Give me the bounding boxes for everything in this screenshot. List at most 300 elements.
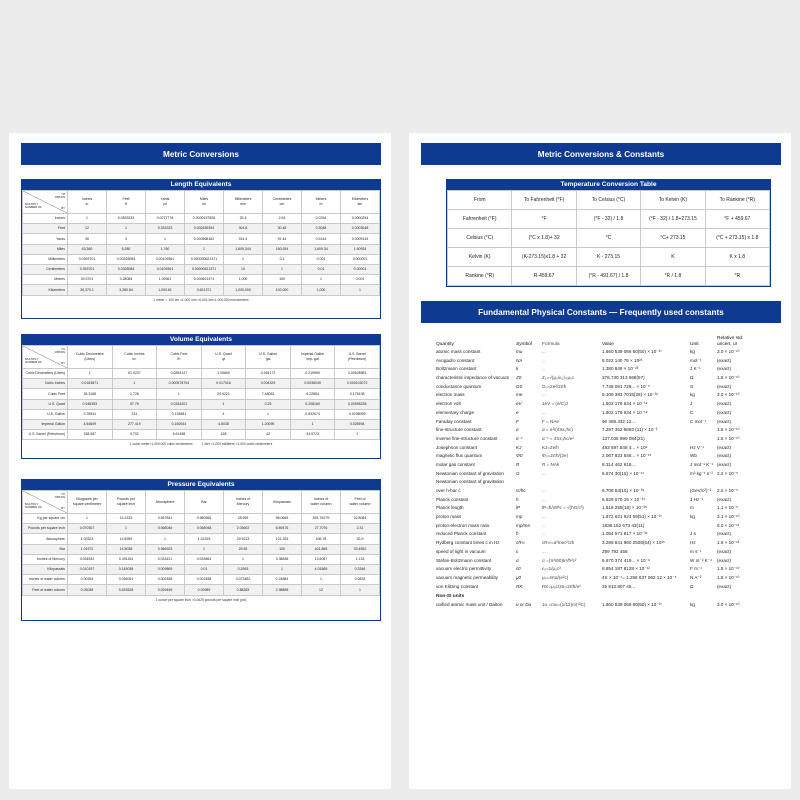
constant-quantity: von Klitzing constant [436,583,479,589]
column-header: U.S. Barrel (Petroleum) [335,346,380,369]
table-cell: 0.0334201 [157,399,202,409]
volume-equivalents-card [21,334,381,459]
temperature-row [448,248,770,267]
table-row [23,419,380,429]
temperature-row-header: Rankine (°R) [448,267,512,286]
temperature-cell: (°C x 1.8)+ 32 [512,229,576,248]
table-cell: 1,728 [112,389,157,399]
table-row [23,264,380,274]
table-cell: 1 [68,514,107,524]
table-cell: 1 [302,575,341,585]
table-cell: 406.78 [302,534,341,544]
row-header: Inches of Mercury [23,554,68,564]
column-header: Inches of water column [302,491,341,514]
constant-quantity: over h-bar c [436,488,461,493]
constant-value [602,478,690,487]
constant-unit: mol⁻¹ [690,357,702,363]
constant-uncertainty: 1.5 × 10⁻¹⁰ [717,435,740,441]
constant-uncertainty: 1.5 × 10⁻¹⁰ [717,427,740,433]
constant-quantity: molar gas constant [436,461,475,467]
constant-formula: lP=ħ/mPc = √(ħG/c³) [542,505,584,511]
constant-uncertainty: (exact) [717,453,732,459]
row-header: Centimeters [23,264,68,274]
conversion-table [22,345,380,440]
table-cell: 0.333333 [146,224,185,234]
table-cell: 1 [146,234,185,244]
constant-value: 299 792 458 [602,548,628,554]
constant-quantity: Rydberg constant times c in Hz [436,540,500,546]
temperature-cell: (°R - 491.67) / 1.8 [576,267,640,286]
table-cell: 5.61458 [157,430,202,440]
table-cell: 0.00000621371 [185,264,224,274]
temperature-row-header: Celsius (°C) [448,229,512,248]
constant-symbol: u or Da [516,602,532,608]
table-cell: 914.4 [224,234,263,244]
constant-value: 1.602 176 634 × 10⁻¹⁹ [602,401,648,407]
table-row [23,409,380,419]
table-cell: 0.073482 [224,575,263,585]
table-cell: 63,360 [68,244,107,254]
table-cell: 14.5038 [107,544,146,554]
constant-quantity: magnetic flux quantum [436,453,483,459]
table-cell: 0.0003048 [341,224,380,234]
table-cell: 5,280 [107,244,146,254]
table-cell: 7.48052 [246,389,291,399]
constant-formula: ... [542,366,546,372]
constant-quantity: inverse fine-structure constant [436,435,498,441]
table-row [23,224,380,234]
table-cell: 0.00595238 [335,399,380,409]
table-cell: 0.01 [302,264,341,274]
row-header: Meters [23,275,68,285]
table-cell: 1 [224,254,263,264]
table-cell: 30.48 [263,224,302,234]
constant-uncertainty: 1.5 × 10⁻¹⁰ [717,574,740,580]
constant-symbol: ħ [516,531,519,537]
constant-unit: m [690,505,694,511]
table-cell: 0.0833333 [107,214,146,224]
table-cell: 1 [112,379,157,389]
table-cell: 10 [224,264,263,274]
constant-quantity: Newtonian constant of gravitation [436,479,504,485]
row-header: Feet [23,224,68,234]
constant-row [436,409,766,418]
constant-unit: Hz [690,540,696,546]
temperature-cell: (°F - 32) / 1.8+273.15 [641,210,705,229]
constant-quantity: atomic mass constant [436,349,481,354]
table-cell: 61.0237 [112,369,157,379]
row-header: Yards [23,234,68,244]
constant-row [436,374,766,383]
table-cell: 1 [290,419,335,429]
left-page [9,133,391,789]
constants-list [436,328,766,610]
table-cell: 1.01972 [68,544,107,554]
table-cell: 1 [335,430,380,440]
constant-quantity: Planck constant [436,496,469,502]
constant-value: 137.035 999 084(21) [602,435,645,441]
table-cell: 0.000001 [341,254,380,264]
table-cell: 0.002488 [185,575,224,585]
constant-symbol: G [516,470,520,476]
table-cell: 1,000 [302,285,341,295]
constant-unit: N A⁻² [690,574,702,580]
table-cell: 0.033421 [146,554,185,564]
constant-formula: RK=μ₀c/2α=2πħ/e² [542,583,581,589]
temperature-header: To Celsius (°C) [576,191,640,210]
constant-symbol: mu [516,349,523,354]
table-cell: 0.00109361 [146,254,185,264]
constant-symbol: σ [516,557,519,563]
constant-quantity: electron volt [436,401,461,407]
constant-formula: ... [542,349,546,354]
table-cell: 12 [68,224,107,234]
constant-value: 7.297 352 5693 (11) × 10⁻³ [602,427,658,433]
constant-formula: ε₀=1/μ₀c² [542,566,561,572]
table-row [23,234,380,244]
constant-value: 1.616 255(18) × 10⁻³⁵ [602,505,647,511]
table-cell: 3,280.84 [107,285,146,295]
constant-symbol: lP [516,505,521,511]
row-header: Kilopascals [23,564,68,574]
constant-row [436,348,766,357]
constant-symbol: NA [516,357,523,363]
constant-unit: J mol⁻¹ K⁻¹ [690,461,714,467]
constant-symbol: eV [516,401,522,407]
constant-symbol: ε0 [516,566,521,572]
temperature-cell: K x 1.8 [705,248,769,267]
table-cell: 0.033864 [185,554,224,564]
table-cell: 1 [107,524,146,534]
constant-row [436,530,766,539]
table-cell: 0.0277778 [146,214,185,224]
table-cell: 3 [107,234,146,244]
column-header: Kilograms per square centimeter [68,491,107,514]
table-cell: 0.000568182 [185,234,224,244]
row-header: Imperial Gallon [23,419,68,429]
constant-unit: kg [690,349,695,354]
table-cell: 0.00628981 [335,369,380,379]
constants-banner: Fundamental Physical Constants — Frequently used constants [421,301,781,323]
constant-unit: W m⁻² K⁻⁴ [690,557,713,563]
constant-row [436,461,766,470]
constant-value: 483 597.848 4... × 10⁹ [602,444,648,450]
row-header: Inches [23,214,68,224]
table-cell: 100 [263,544,302,554]
table-cell: 1 [68,369,113,379]
corner-label-mult: MULTIPLY NUMBER OF [25,502,42,509]
constant-formula: 1eV = (e/C)J [542,401,568,407]
constant-symbol: α⁻¹ [516,435,523,441]
constant-value: 7.748 091 729... × 10⁻⁵ [602,383,650,389]
table-cell: 1,609,344 [224,244,263,254]
temperature-row [448,210,770,229]
table-cell: 0.028594 [335,419,380,429]
constant-quantity: proton-electron mass ratio [436,522,490,528]
corner-label-to: TO OBTAIN [54,492,65,499]
constant-value: 1.054 571 817 × 10⁻³⁴ [602,531,648,537]
constant-unit: J [690,401,693,407]
table-row [23,544,380,554]
constants-column-header: Quantity [436,342,454,347]
conversion-table [22,190,380,296]
constant-uncertainty: (exact) [717,583,732,589]
row-header: Millimeters [23,254,68,264]
constant-value: 1.672 621 923 69(51) × 10⁻²⁷ [602,514,662,520]
temperature-table [447,190,770,286]
table-cell: 1 [246,409,291,419]
temperature-cell: (K-273.15)x1.8 + 32 [512,248,576,267]
table-cell: 401.865 [302,544,341,554]
table-cell: 1 [146,534,185,544]
constant-row [436,365,766,374]
constant-uncertainty: (exact) [717,418,732,424]
constant-uncertainty: 3.0 × 10⁻¹⁰ [717,602,740,608]
column-header: Inches in [68,191,107,214]
column-header: U.S. Gallon gal [246,346,291,369]
temperature-cell: °R [705,267,769,286]
constant-value: 2.067 833 848... × 10⁻¹⁵ [602,453,652,459]
right-banner: Metric Conversions & Constants [421,143,781,165]
row-header: U.S. Quart [23,399,68,409]
column-header: Meters m [302,191,341,214]
constant-row [436,418,766,427]
constant-symbol: c [516,548,519,554]
table-cell: 1.05669 [201,369,246,379]
length-equivalents-card [21,179,381,319]
table-cell: 0.491154 [107,554,146,564]
constant-symbol: α [516,427,519,433]
table-cell: 0.0000157828 [185,214,224,224]
constant-value: 96 485.332 12... [602,418,636,424]
constant-formula: Z₀=√(μ₀/ε₀)=μ₀c [542,375,575,381]
table-row [23,244,380,254]
table-cell: 231 [112,409,157,419]
constant-row [436,574,766,583]
constant-row [436,522,766,531]
temperature-cell: R-459.67 [512,267,576,286]
table-cell: 0.264172 [246,369,291,379]
constant-symbol: F [516,418,519,424]
constant-symbol: mp/me [516,522,531,528]
table-cell: 0.24884 [263,575,302,585]
constant-value: 1.660 539 066 60(50) × 10⁻²⁷ [602,349,662,354]
table-cell: 0.1 [263,254,302,264]
constant-quantity: electron mass [436,392,465,398]
temperature-card [446,179,771,287]
column-header: Yards yd [146,191,185,214]
constant-formula: α⁻¹ = 4πε₀ħc/e² [542,435,574,441]
row-header: Pounds per square inch [23,524,68,534]
column-header: Cubic Feet ft³ [157,346,202,369]
table-cell: 1,609.34 [302,244,341,254]
row-header: Miles [23,244,68,254]
table-cell: 0.029499 [146,585,185,595]
table-cell: 0.986923 [146,544,185,554]
row-header: Kilometers [23,285,68,295]
constant-uncertainty: 6.0 × 10⁻¹¹ [717,522,740,528]
constant-uncertainty: 3.0 × 10⁻¹⁰ [717,392,740,398]
table-row [23,275,380,285]
constant-symbol: mp [516,514,523,520]
table-cell: 39,370.1 [68,285,107,295]
constant-value: 8.854 187 8128 × 10⁻¹² [602,566,650,572]
table-cell: 4.54609 [68,419,113,429]
constant-formula: ... [542,470,546,476]
constant-quantity: Josephson constant [436,444,477,450]
table-cell: 0.02989 [185,585,224,595]
constant-unit: kg [690,514,695,520]
table-cell: 1,000,000 [224,285,263,295]
row-header: U.S. Barrel (Petroleum) [23,430,68,440]
table-cell: 2.03602 [224,524,263,534]
constant-row [436,601,766,610]
table-row [23,389,380,399]
table-cell: 1.133 [341,554,380,564]
table-row [23,214,380,224]
constant-formula: ... [542,409,546,415]
table-cell: 6.22884 [290,389,335,399]
constant-row [436,470,766,479]
table-cell: 12 [302,585,341,595]
table-row [23,554,380,564]
table-cell: 0.208169 [290,399,335,409]
constant-unit: C [690,409,694,415]
constant-uncertainty: 2.2 × 10⁻⁵ [717,470,739,476]
table-cell: 0.002458 [146,575,185,585]
table-cell: 6.89476 [263,524,302,534]
constant-symbol: KJ [516,444,522,450]
table-cell: 0.000621371 [185,275,224,285]
table-cell: 0.000103072 [335,379,380,389]
row-header: Cubic Inches [23,379,68,389]
row-header: Inches of water column [23,575,68,585]
volume-title: Volume Equivalents [22,335,380,345]
constant-unit: F m⁻¹ [690,566,702,572]
table-row [23,430,380,440]
constant-formula: ... [542,522,546,528]
column-header: Kilometers km [341,191,380,214]
table-row [23,524,380,534]
row-header: Feet of water column [23,585,68,595]
table-corner-cell [23,191,68,214]
column-header: Imperial Gallon imp. gal [290,346,335,369]
constant-row [436,583,766,592]
table-cell: 0.2953 [224,564,263,574]
constant-quantity: characteristic impedance of vacuum [436,375,510,381]
table-cell: 2.98898 [263,585,302,595]
table-row [23,254,380,264]
temperature-row-header: Kelvin (K) [448,248,512,267]
constant-symbol: h [516,496,519,502]
table-cell: 0.88265 [224,585,263,595]
constant-row [436,478,766,487]
constant-formula: ... [542,488,546,493]
constant-uncertainty: (exact) [717,496,732,502]
constants-column-header: Relative std. uncert. ur [717,336,744,347]
constant-uncertainty: 1.1 × 10⁻⁵ [717,505,739,511]
table-cell: 25.4 [224,214,263,224]
constant-uncertainty: 3.0 × 10⁻¹⁰ [717,349,740,354]
table-cell: 29.53 [224,544,263,554]
constant-value: 1.602 176 634 × 10⁻¹⁹ [602,409,648,415]
table-corner-cell [23,491,68,514]
constant-symbol: G/ħc [516,488,526,493]
length-title: Length Equivalents [22,180,380,190]
constant-quantity: conductance quantum [436,383,482,389]
table-cell: 0.219969 [290,369,335,379]
constant-formula: ... [542,496,546,502]
constant-row [436,452,766,461]
table-cell: 27.7076 [302,524,341,534]
corner-label-to: TO OBTAIN [54,192,65,199]
table-cell: 1 [185,244,224,254]
table-cell: 0.178108 [335,389,380,399]
table-cell: 42 [246,430,291,440]
constant-formula: F = NAe [542,418,559,424]
table-row [23,514,380,524]
table-cell: 91.44 [263,234,302,244]
non-si-units-heading: Non-SI units [436,594,465,600]
constant-quantity: fine-structure constant [436,427,482,433]
table-cell: 0.001 [302,254,341,264]
table-cell: 0.0393701 [68,254,107,264]
row-header: Atmosphere [23,534,68,544]
temperature-header: To Fahrenheit (°F) [512,191,576,210]
constant-row [436,435,766,444]
constant-formula: 1u =mu=(1/12)m(¹²C) [542,602,586,608]
constant-uncertainty: 1.5 × 10⁻¹⁰ [717,566,740,572]
table-cell: 3.28084 [107,275,146,285]
constant-symbol: R [516,461,520,467]
constant-formula [542,478,602,487]
constant-value: 6.708 83(15) × 10⁻³⁹ [602,488,645,493]
temperature-cell: °F [512,210,576,229]
table-row [23,575,380,585]
table-cell: 29.9213 [224,534,263,544]
table-cell: 57.75 [112,399,157,409]
table-cell: 1.60934 [341,244,380,254]
constant-uncertainty: 1.5 × 10⁻¹⁰ [717,375,740,381]
constants-column-header: Formula [542,342,560,347]
table-cell: 32.8084 [341,514,380,524]
row-header: Bar [23,544,68,554]
constant-symbol [516,478,542,487]
constant-quantity: vacuum electric permittivity [436,566,492,572]
table-cell: 1 [263,264,302,274]
constant-value: 4π × 10⁻⁷= 1.256 637 062 12 × 10⁻⁶ [602,574,677,580]
constants-header-row [436,328,766,348]
table-cell: 1 [107,224,146,234]
table-cell: 1.09361 [146,275,185,285]
constant-formula: Φ₀=2πħ/(2e) [542,453,568,459]
table-cell: 9,702 [112,430,157,440]
column-header: Feet of water column [341,491,380,514]
constant-row [436,548,766,557]
table-cell: 1 [341,585,380,595]
table-cell: 0.000189394 [185,224,224,234]
table-row [23,379,380,389]
constant-uncertainty: (exact) [717,461,732,467]
constant-row [436,444,766,453]
constant-unit: Hz V⁻¹ [690,444,704,450]
table-cell: 1 [201,399,246,409]
row-header: Cubic Feet [23,389,68,399]
constant-unit: C mol⁻¹ [690,418,706,424]
constant-value: 9.109 383 7015(28) × 10⁻³¹ [602,392,658,398]
temperature-cell: K - 273.15 [576,248,640,267]
temperature-header: To Kelvin (K) [641,191,705,210]
